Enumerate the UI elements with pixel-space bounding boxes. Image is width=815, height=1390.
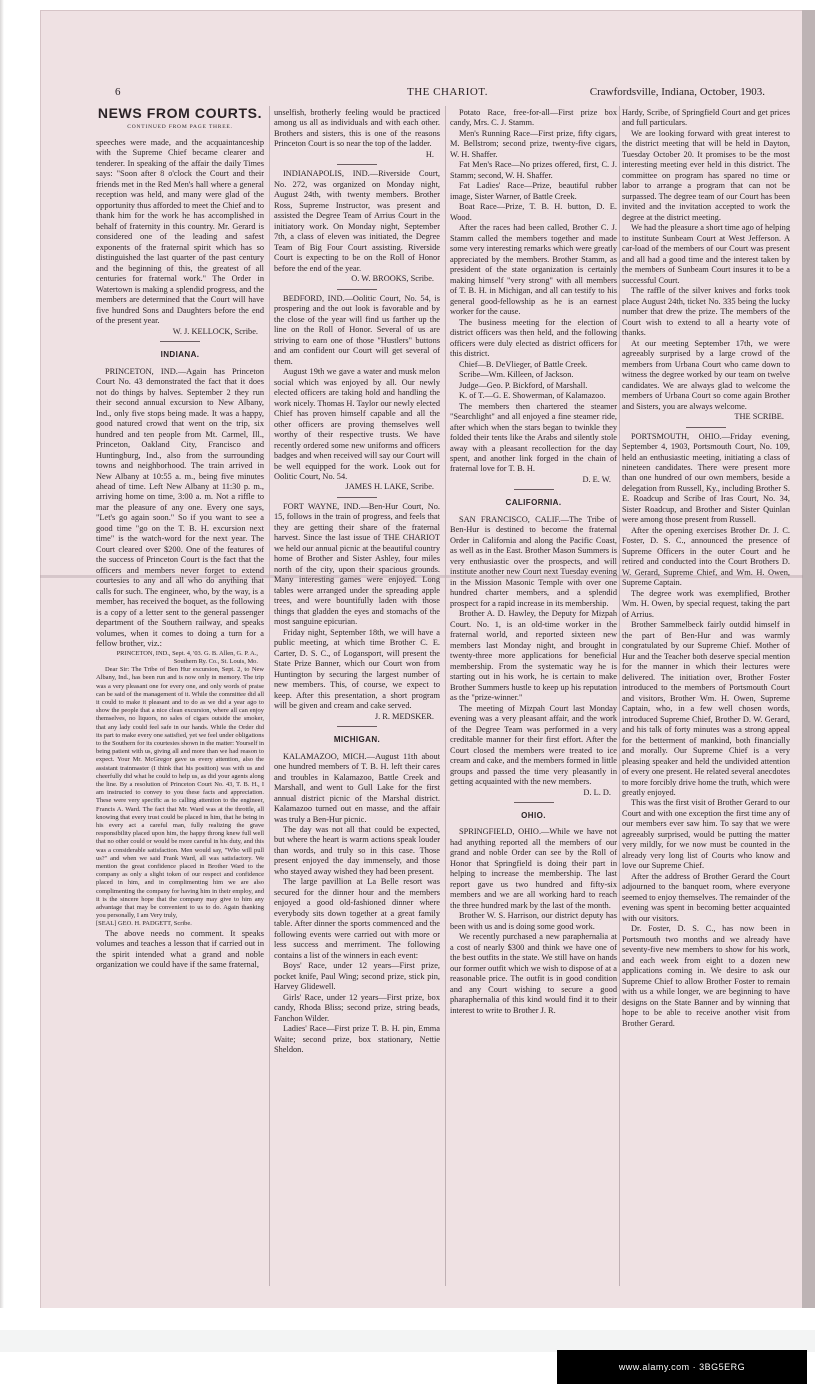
article-paragraph: K. of T.—G. E. Showerman, of Kalamazoo. xyxy=(459,391,606,401)
article-paragraph: Dr. Foster, D. S. C., has now been in Portsmouth two months and we already have seventy-five new members to show for his work, and each week from eight to a dozen new applications coming in. We desire to ask our Supreme Chief to allow Brother Foster to remain with us a while longer, we are beginning to have designs on the State Banner and by winning that hope to be able to receive another visit from Brother Gerard. xyxy=(622,924,790,1028)
byline: D. E. W. xyxy=(582,474,611,484)
continued-note: CONTINUED FROM PAGE THREE. xyxy=(127,124,233,131)
article-paragraph: The raffle of the silver knives and forks took place August 24th, ticket No. 335 being the lucky number that drew the prize. The members of the Court wish to extend to all a hearty vote of thanks. xyxy=(622,286,790,338)
article-paragraph: Ladies' Race—First prize T. B. H. pin, Emma Waite; second prize, box stationary, Nettie Sheldon. xyxy=(274,1024,440,1055)
byline: J. R. MEDSKER. xyxy=(374,711,434,721)
divider xyxy=(160,341,200,342)
letter-body: Dear Sir: The Tribe of Ben Hur excursion, Sept. 2, to New Albany, Ind., has been run and is now only in memory. The trip was a very pleasant one for every one, and only words of praise can be said of the management of it. While the committee did all it could to make it pleasant and to do as we did a year ago to show the people that a nice clean excursion, where all can enjoy themselves, no liquors, no sales of cigars outside the smoker, that any lady could feel safe in our hands. While the Order did its part to make every one satisfied, yet we feel under obligations to the Southern for its courtesies shown in the matter: Yourself in being patient with us, giving all and more than we had reason to expect. Your Mr. McGregor gave us every attention, also the assistant trainmaster (I think that his position) was with us and cheerfully did what he could to help us, as did your agents along the line. By a resolution of Princeton Court No. 43, T. B. H., I am instructed to convey to you these facts and appreciation. These were very specific as to calling attention to the engineer, Francis A. Ward. The fact that Mr. Ward was at the throttle, all knowing that every trust could be placed in him, that he being in his every act a careful man, fully realizing the grave responsibility placed upon him, the happy throng knew full well that no other could or would be more careful in his duty, and this was a considerable satisfaction. Men would say, "Who will pull us?" and when we said Frank Ward, all was satisfactory. We mention the great confidence placed in Brother Ward to the company as only a slight token of our respect and confidence placed in him, and in complimenting him we are also complimenting the company for having him in their employ, and it is the sincere hope that the company may give to him any advantage that may be convenient to us to do. Again thanking you personally, I am Very truly, xyxy=(96,666,264,920)
byline: D. L. D. xyxy=(583,787,611,797)
article-paragraph: Brother Sammelbeck fairly outdid himself in the part of Ben-Hur and was warmly congratulated by our Supreme Chief. Mother of Hur and the Teacher both deserve special mention for the manner in which their lectures were delivered. The initiation over, Brother Foster introduced to the members of Portsmouth Court and visitors, Brother Wm. H. Owen, Supreme Captain, who, in a few well chosen words, introduced Supreme Chief, Brother D. W. Gerard, and his talk of forty minutes was a strong appeal for the betterment of mankind, both financially and morally. Our Supreme Chief is a very pleasing speaker and held the undivided attention of every one present. He related several anecdotes to more forcibly drive home the truth, which were greatly enjoyed. xyxy=(622,620,790,797)
article-paragraph: The day was not all that could be expected, but where the heart is warm actions speak louder than words, and truly so in this case. Those present enjoyed the day immensely, and those who stayed away wished they had been present. xyxy=(274,825,440,876)
paper-title: THE CHARIOT. xyxy=(407,86,488,98)
column-1 xyxy=(96,108,264,1280)
article-paragraph: We had the pleasure a short time ago of helping to institute Sunbeam Court at West Jefferson. A car-load of the members of our Court was present and all had a good time and the interest taken by the members of Sunbeam Court insures it to be a successful Court. xyxy=(622,223,790,285)
article-paragraph: SPRINGFIELD, OHIO.—While we have not had anything reported all the members of our grand and noble Order can see by the Roll of Honor that Springfield is doing their part in helping to increase the membership. The last report gave us two hundred and fifty-six members and we are all working hard to reach the three hundred mark by the last of the month. xyxy=(450,827,617,910)
article-paragraph: After the address of Brother Gerard the Court adjourned to the banquet room, where everyone seemed to enjoy themselves. The remainder of the evening was spent in becoming better acquainted with our visitors. xyxy=(622,871,790,923)
article-paragraph: Fat Men's Race—No prizes offered, first, C. J. Stamm; second, W. H. Shaffer. xyxy=(450,160,617,180)
section-masthead: NEWS FROM COURTS. xyxy=(97,108,263,121)
article-paragraph: SAN FRANCISCO, CALIF.—The Tribe of Ben-Hur is destined to become the fraternal Order in California and along the Pacific Coast, as well as in the East. Brother Mason Summers is very enthusiastic over the prospects, and will institute another new Court next Tuesday evening in the Mission Masonic Temple with over one hundred charter members, and a splendid prospect for a rapid increase in its membership. xyxy=(450,514,617,608)
article-paragraph: August 19th we gave a water and musk melon social which was enjoyed by all. Our newly elected officers are taking hold and handling the work nicely. Thomas H. Taylor our newly elected Chief has proven himself capable and all the other officers are proving themselves well worthy of their respective trusts. We have recently ordered some new uniforms and officers badges and when received will say our Court will be well equipped for the work. Look out for Oolitic Court, No. 54. xyxy=(274,367,440,481)
article-paragraph: The meeting of Mizpah Court last Monday evening was a very pleasant affair, and the work of the Degree Team was performed in a very creditable manner for their first effort. After the Court closed the members were treated to ice cream and cake, and the members formed in little groups and passed the time very pleasantly in getting acquainted with the new members. xyxy=(450,703,617,787)
byline: JAMES H. LAKE, Scribe. xyxy=(345,482,434,492)
article-paragraph: PORTSMOUTH, OHIO.—Friday evening, September 4, 1903, Portsmouth Court, No. 109, held an enthusiastic meeting, initiating a class of nineteen candidates. There were present more than one hundred of our own members, beside a delegation from Russell, Ky., including Brother S. E. Roadcup and Scribe of Iras Court, No. 34, Sister Roadcup, and Brother and Sister Quinlan were among those present from Russell. xyxy=(622,431,790,525)
article-paragraph: speeches were made, and the acquaintanceship with the Supreme Chief became clearer and tenderer. In speaking of the affair the daily Times says: "Soon after 8 o'clock the Court and their friends met in the Red Men's hall where a general reception was held, and many were glad of the opportunity thus afforded to meet the Chief and to thank him for the work he has accomplished in behalf of fraternity in this country. Mr. Gerard is considered one of the leading and safest exponents of the fraternal spirit which has so distinguished the last quarter of the past century and the beginning of this, the greatest of all centuries for fraternal work." The Order in Watertown is making a splendid progress, and the members are determined that the Court will have five hundred Sons and Daughters before the end of the present year. xyxy=(96,137,264,326)
article-paragraph: Fat Ladies' Race—Prize, beautiful rubber image, Sister Warner, of Battle Creek. xyxy=(450,181,617,201)
article-paragraph: The degree work was exemplified, Brother Wm. H. Owen, by special request, taking the part of Arrius. xyxy=(622,588,790,619)
article-paragraph: PRINCETON, IND.—Again has Princeton Court No. 43 demonstrated the fact that it does not do things by halves. September 2 they run their second annual excursion to New Albany, Ind., only five stops being made. It was a happy, good natured crowd that went on the trip, six hundred and ten people from Mt. Carmel, Ill., Princeton, Oakland City, Francisco and Huntingburg, Ind., also from the surrounding towns and neighborhood. The train arrived in New Albany at 10:55 a. m., being five minutes ahead of time. Left New Albany at 11:30 p. m., arriving home on time, 3:00 a. m. Not a riffle to mar the pleasure of any one. Every one says, "Let's go again soon." So if you want to see a good time "go on the T. B. H. excursion next time" is the watch-word for the next year. The Court cleared over $200. One of the features of the success of Princeton Court is the fact that the officers and members never forget to extend courtesies to any and all who do anything that calls for such. The engineer, who, by the way, is a member, has received the boquet, as the following is a copy of a letter sent to the general passenger department of the Southern railway, and speaks volumes, when it comes to doing a turn for a fellow brother, viz.: xyxy=(96,366,264,649)
next-page-edge xyxy=(802,10,815,1310)
article-paragraph: unselfish, brotherly feeling would be practiced among us all as individuals and with each other. Brothers and sisters, this is one of the reasons Princeton Court is so near the top of the ladder. xyxy=(274,108,440,149)
article-paragraph: Boat Race—Prize, T. B. H. button, D. E. Wood. xyxy=(450,202,617,222)
article-paragraph: BEDFORD, IND.—Oolitic Court, No. 54, is prospering and the out look is favorable and by the close of the year will find us farther up the line on the Roll of Honor. Several of us are striving to earn one of those "Hustlers" buttons and am confident our Court will get several of them. xyxy=(274,293,440,366)
divider xyxy=(514,489,554,490)
divider xyxy=(337,497,377,498)
byline: O. W. BROOKS, Scribe. xyxy=(351,274,434,284)
divider xyxy=(514,802,554,803)
article-paragraph: Potato Race, free-for-all—First prize box candy, Mrs. C. J. Stamm. xyxy=(450,108,617,128)
article-paragraph: The large pavillion at La Belle resort was secured for the dinner hour and the members enjoyed a good old-fashioned dinner where everybody sits down together at a great family table. After dinner the sports commenced and the following events were carried out with more or less success and merriment. The following contains a list of the winners in each event: xyxy=(274,877,440,960)
article-paragraph: Brother A. D. Hawley, the Deputy for Mizpah Court. No. 1, is an old-time worker in the fraternal world, and reported sixteen new members last Monday night, and brought in twenty-three more applications for beneficial membership. From the systematic way he is starting out in his work, he is certain to make Brother Summers hustle to keep up his reputation as the "prize-winner." xyxy=(450,609,617,703)
article-paragraph: This was the first visit of Brother Gerard to our Court and with one exception the first time any of our members ever saw him. To say that we were agreeably surprised, would be putting the matter very mildly, for we now must be counted in the already very long list of Courts who know and love our Supreme Chief. xyxy=(622,798,790,871)
article-paragraph: Girls' Race, under 12 years—First prize, box candy, Rhoda Bliss; second prize, string beads, Fanchon Wilder. xyxy=(274,992,440,1023)
letter-signature: [SEAL] GEO. H. PADGETT, Scribe. xyxy=(96,920,192,928)
column-4 xyxy=(622,108,790,1280)
byline: THE SCRIBE. xyxy=(734,412,784,422)
article-paragraph: Scribe—Wm. Killeen, of Jackson. xyxy=(459,370,574,380)
column-rule xyxy=(619,106,620,1286)
letter-heading: PRINCETON, IND., Sept. 4, '03. G. B. Allen, G. P. A., Southern Ry. Co., St. Louis, Mo. xyxy=(116,649,258,665)
dateline: Crawfordsville, Indiana, October, 1903. xyxy=(589,86,765,98)
column-rule xyxy=(269,106,270,1286)
bottom-strip-band xyxy=(0,1330,815,1352)
article-paragraph: Hardy, Scribe, of Springfield Court and get prices and full particulars. xyxy=(622,108,790,128)
state-heading-california: CALIFORNIA. xyxy=(505,498,562,508)
article-paragraph: Friday night, September 18th, we will have a public meeting, at which time Brother C. E. Carter, D. S. C., of Logansport, will present the State Prize Banner, which our Court won from Huntington by securing the largest number of new members. This, of course, we expect to keep. After this presentation, a short program will be given and cream and cake served. xyxy=(274,627,440,711)
article-paragraph: The members then chartered the steamer "Searchlight" and all enjoyed a fine steamer ride, after which when the stars began to twinkle they folded their tents like the Arabs and silently stole away with a pleasant recollection for the day spent, and another link forged in the chain of fraternal love for T. B. H. xyxy=(450,401,617,474)
byline: W. J. KELLOCK, Scribe. xyxy=(172,326,258,336)
article-paragraph: At our meeting September 17th, we were agreeably surprised by a large crowd of the members from Urbana Court who came down to witness the degree worked by our team on twelve candidates. We are always glad to welcome the members of Urbana Court so come again Brother and Sisters, you are always welcome. xyxy=(622,338,790,411)
column-2 xyxy=(274,108,440,1280)
state-heading-ohio: OHIO. xyxy=(521,811,546,820)
stock-watermark: www.alamy.com · 3BG5ERG xyxy=(557,1350,807,1384)
article-paragraph: We are looking forward with great interest to the district meeting that will be held in Dayton, Tuesday October 20. It promises to be the most interesting meeting ever held in this district. The committee on program has spared no time or labor to arrange a program that can not be surpassed. The degree team of our Court has been invited and the invitation accepted to work the degree at the district meeting. xyxy=(622,128,790,222)
state-heading-indiana: INDIANA. xyxy=(160,350,200,360)
byline: H. xyxy=(425,149,434,159)
divider xyxy=(686,427,726,428)
divider xyxy=(337,289,377,290)
article-paragraph: Men's Running Race—First prize, fifty cigars, M. Bellstrom; second prize, twenty-five cigars, W. H. Shaffer. xyxy=(450,128,617,159)
column-3 xyxy=(450,108,617,1280)
page-number: 6 xyxy=(115,86,121,98)
article-paragraph: The business meeting for the election of district officers was then held, and the following officers were duly elected as district officers for this district. xyxy=(450,317,617,359)
article-paragraph: Boys' Race, under 12 years—First prize, pocket knife, Paul Wing; second prize, stick pin, Harvey Glidewell. xyxy=(274,961,440,992)
state-heading-michigan: MICHIGAN. xyxy=(333,735,381,745)
article-paragraph: After the opening exercises Brother Dr. J. C. Foster, D. S. C., announced the presence of Supreme Officers in the outer Court and he retired and conducted into the Court Brothers D. W. Gerard, Supreme Chief, and Wm. H. Owen, Supreme Captain. xyxy=(622,525,790,588)
article-paragraph: FORT WAYNE, IND.—Ben-Hur Court, No. 15, follows in the train of progress, and feels that they are getting their share of the fraternal harvest. Since the last issue of THE CHARIOT we held our annual picnic at the beautiful country home of Brother and Sister Ashley, four miles north of the city, upon their spacious grounds. Many interesting games were enjoyed. Long tables were arranged under the spreading apple trees, and were bountifully laden with those things that gladden the eyes and stomachs of the most sanguine epicurian. xyxy=(274,501,440,627)
article-paragraph: INDIANAPOLIS, IND.—Riverside Court, No. 272, was organized on Monday night, August 24th, with twenty members. Brother Ross, Supreme Instructor, was present and assisted the Degree Team of Arrius Court in the initiatory work. On Monday night, September 7th, a class of eleven was initiated, the Degree Team of Big Four Court assisting. Riverside Court is expecting to be on the Roll of Honor before the end of the year. xyxy=(274,169,440,273)
article-paragraph: Brother W. S. Harrison, our district deputy has been with us and is doing some good work. xyxy=(450,911,617,931)
divider xyxy=(337,164,377,165)
divider xyxy=(337,726,377,727)
article-paragraph: KALAMAZOO, MICH.—August 11th about one hundred members of T. B. H. left their cares and troubles in Kalamazoo, Battle Creek and Marshall, and went to Gull Lake for the first annual district picnic of the Marshal district. Kalamazoo turned out en masse, and the affair was truly a Ben-Hur picnic. xyxy=(274,751,440,824)
article-paragraph: We recently purchased a new paraphernalia at a cost of nearly $300 and think we have one of the best outfits in the state. We still have on hands our former outfit which we wish to dispose of at a reasonable price. The outfit is in good condition and any Court wishing to secure a good pharaphernalia of this kind would find it to their interest to write to Brother J. R. xyxy=(450,932,617,1015)
article-paragraph: Chief—B. DeVlieger, of Battle Creek. xyxy=(459,359,588,369)
article-paragraph: Judge—Geo. P. Bickford, of Marshall. xyxy=(459,380,588,390)
article-paragraph: After the races had been called, Brother C. J. Stamm called the members together and made some very interesting remarks which were greatly appreciated by the members. Brother Stamm, as president of the state organization is certainly making himself "very strong" with all members of T. B. H. in Michigan, and all can testify to his general good-fellowship as he is an earnest worker for the cause. xyxy=(450,223,617,317)
column-rule xyxy=(445,106,446,1286)
running-header xyxy=(115,86,765,102)
article-paragraph: The above needs no comment. It speaks volumes and teaches a lesson that if carried out in the spirit intended what a grand and noble organization we could have if the same fraternal, xyxy=(96,928,264,970)
